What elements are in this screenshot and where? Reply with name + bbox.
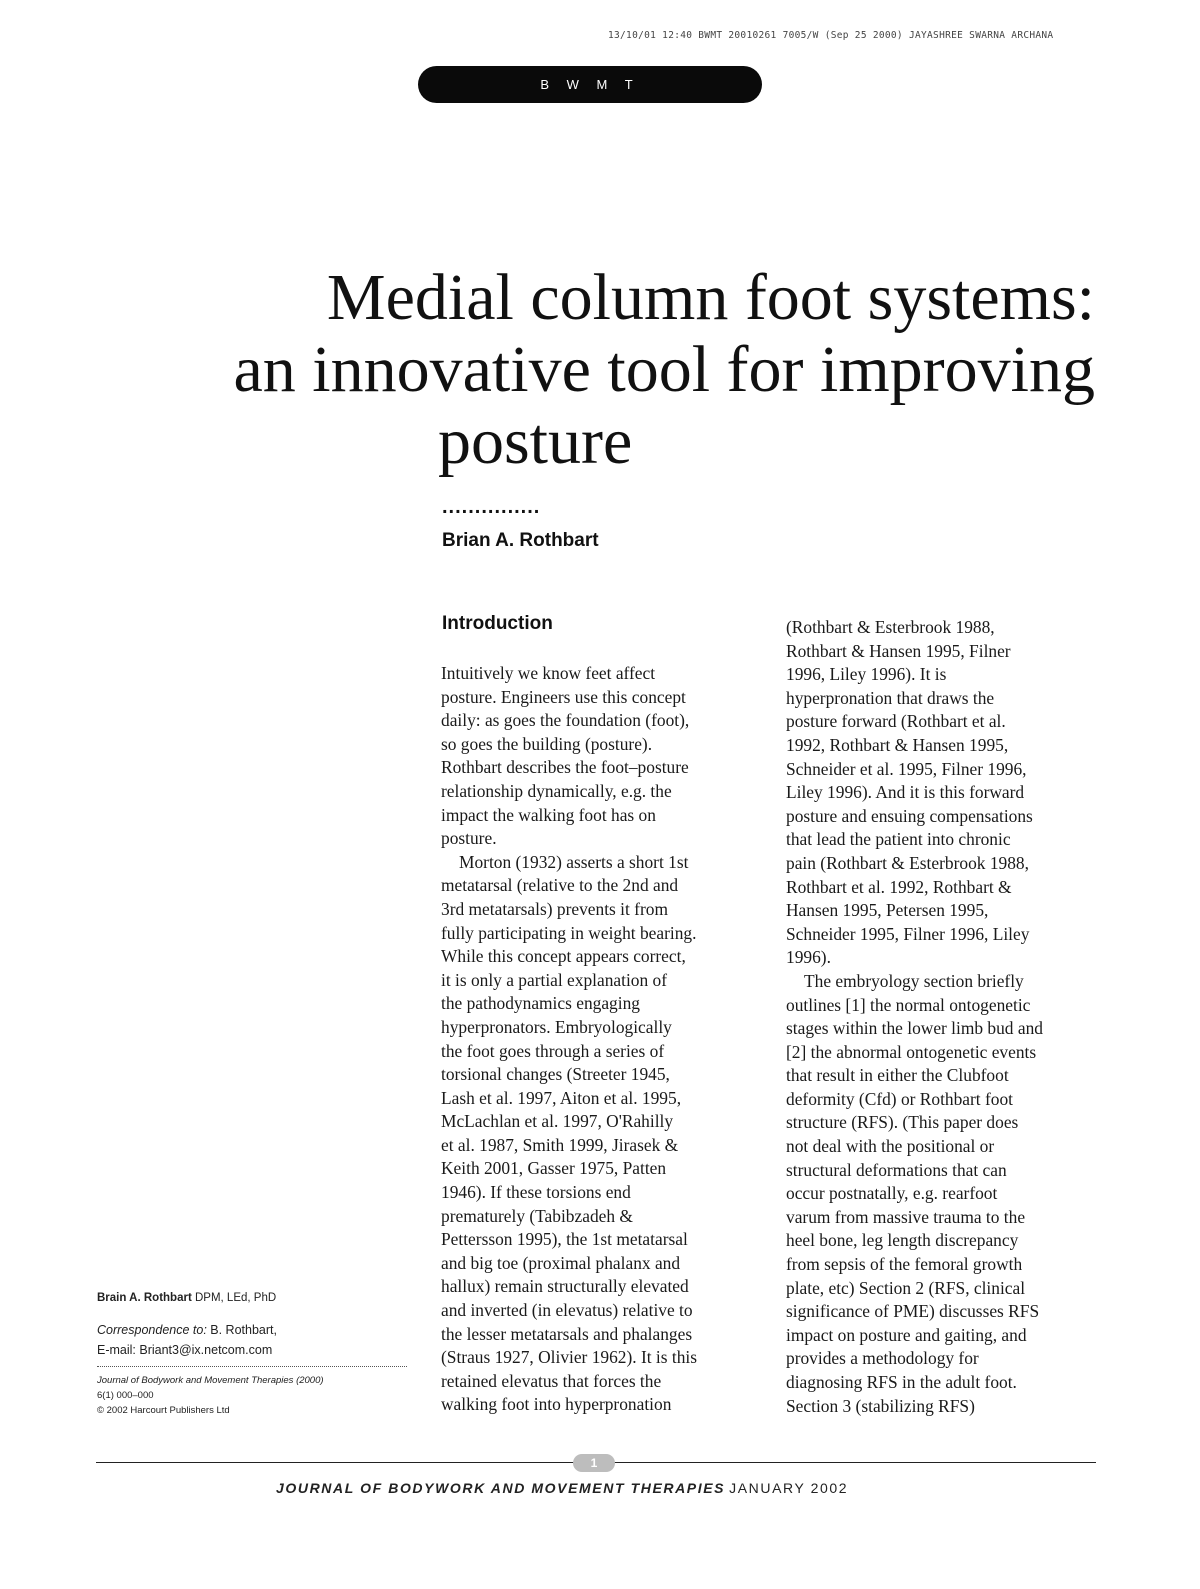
text-line: Section 3 (stabilizing RFS): [786, 1395, 975, 1416]
production-slug: 13/10/01 12:40 BWMT 20010261 7005/W (Sep 25 2000) JAYASHREE SWARNA ARCHANA: [608, 30, 1054, 41]
text-line: fully participating in weight bearing.: [441, 922, 697, 943]
text-line: that result in either the Clubfoot: [786, 1065, 1009, 1086]
title-line: Medial column foot systems:: [326, 261, 1095, 334]
text-line: hyperpronation that draws the: [786, 687, 995, 708]
text-line: and inverted (in elevatus) relative to: [441, 1300, 693, 1321]
text-line: retained elevatus that forces the: [441, 1370, 662, 1391]
text-line: torsional changes (Streeter 1945,: [441, 1064, 670, 1085]
text-line: Schneider 1995, Filner 1996, Liley: [786, 923, 1030, 944]
text-line: occur postnatally, e.g. rearfoot: [786, 1183, 998, 1204]
text-line: posture.: [441, 828, 497, 849]
text-line: (Rothbart & Esterbrook 1988,: [786, 617, 995, 637]
email-link[interactable]: E-mail: Briant3@ix.netcom.com: [97, 1343, 273, 1357]
text-line: [2] the abnormal ontogenetic events: [786, 1041, 1037, 1062]
title-line: posture: [438, 405, 633, 478]
text-line: heel bone, leg length discrepancy: [786, 1230, 1019, 1251]
text-line: Hansen 1995, Petersen 1995,: [786, 900, 989, 921]
author-info-sidebar: [97, 1292, 407, 1418]
text-line: Pettersson 1995), the 1st metatarsal: [441, 1229, 688, 1250]
text-line: 1996).: [786, 947, 831, 968]
text-line: Rothbart & Hansen 1995, Filner: [786, 640, 1011, 661]
text-line: deformity (Cfd) or Rothbart foot: [786, 1088, 1013, 1109]
text-line: outlines [1] the normal ontogenetic: [786, 994, 1031, 1015]
text-line: 3rd metatarsals) prevents it from: [441, 898, 668, 919]
section-heading: Introduction: [442, 613, 553, 634]
correspondence: [97, 1320, 407, 1360]
text-line: While this concept appears correct,: [441, 946, 686, 967]
article-title: [100, 262, 1095, 478]
text-line: not deal with the positional or: [786, 1136, 995, 1157]
text-line: Intuitively we know feet affect: [441, 663, 656, 683]
text-line: Lash et al. 1997, Aiton et al. 1995,: [441, 1087, 682, 1108]
text-line: et al. 1987, Smith 1999, Jirasek &: [441, 1134, 679, 1155]
text-line: 1996, Liley 1996). It is: [786, 664, 947, 685]
text-line: posture. Engineers use this concept: [441, 686, 686, 707]
text-line: from sepsis of the femoral growth: [786, 1254, 1023, 1275]
text-line: Rothbart describes the foot–posture: [441, 757, 689, 778]
text-line: posture forward (Rothbart et al.: [786, 711, 1006, 732]
sidebar-credentials: DPM, LEd, PhD: [191, 1292, 277, 1304]
text-line: impact on posture and gaiting, and: [786, 1324, 1027, 1345]
text-line: Rothbart et al. 1992, Rothbart &: [786, 876, 1012, 897]
text-line: hyperpronators. Embryologically: [441, 1016, 672, 1037]
running-footer: [276, 1480, 848, 1496]
text-line: relationship dynamically, e.g. the: [441, 780, 672, 801]
paragraph: [441, 662, 761, 851]
text-line: so goes the building (posture).: [441, 733, 653, 754]
text-line: walking foot into hyperpronation: [441, 1394, 672, 1415]
text-line: Liley 1996). And it is this forward: [786, 782, 1025, 803]
text-line: plate, etc) Section 2 (RFS, clinical: [786, 1277, 1026, 1298]
copyright-notice: © 2002 Harcourt Publishers Ltd: [97, 1405, 230, 1416]
text-line: that lead the patient into chronic: [786, 829, 1011, 850]
text-line: prematurely (Tabibzadeh &: [441, 1205, 633, 1226]
journal-title: JOURNAL OF BODYWORK AND MOVEMENT THERAPIES: [276, 1480, 726, 1496]
correspondence-name: B. Rothbart,: [206, 1323, 277, 1337]
sidebar-divider: [97, 1366, 407, 1367]
text-line: the pathodynamics engaging: [441, 993, 640, 1014]
text-line: impact the walking foot has on: [441, 804, 656, 825]
text-line: significance of PME) discusses RFS: [786, 1301, 1040, 1322]
text-line: Morton (1932) asserts a short 1st: [459, 851, 689, 872]
page-number-badge: 1: [573, 1454, 615, 1472]
text-line: structural deformations that can: [786, 1159, 1007, 1180]
section-label-banner: B W M T: [418, 66, 762, 103]
text-line: Schneider et al. 1995, Filner 1996,: [786, 758, 1027, 779]
text-line: and big toe (proximal phalanx and: [441, 1252, 681, 1273]
text-line: posture and ensuing compensations: [786, 805, 1033, 826]
text-line: 1992, Rothbart & Hansen 1995,: [786, 734, 1009, 755]
text-line: varum from massive trauma to the: [786, 1206, 1026, 1227]
text-line: the foot goes through a series of: [441, 1040, 665, 1061]
body-column-left: [441, 662, 761, 1417]
text-line: The embryology section briefly: [804, 970, 1024, 991]
text-line: hallux) remain structurally elevated: [441, 1276, 689, 1297]
citation-info: [97, 1373, 407, 1418]
text-line: (Straus 1927, Olivier 1962). It is this: [441, 1347, 698, 1368]
issue-date: JANUARY 2002: [729, 1480, 849, 1496]
text-line: Keith 2001, Gasser 1975, Patten: [441, 1158, 667, 1179]
text-line: stages within the lower limb bud and: [786, 1018, 1043, 1039]
text-line: McLachlan et al. 1997, O'Rahilly: [441, 1111, 674, 1132]
sidebar-author-name: Brain A. Rothbart: [97, 1292, 192, 1304]
text-line: it is only a partial explanation of: [441, 969, 668, 990]
text-line: the lesser metatarsals and phalanges: [441, 1323, 693, 1344]
text-line: 1946). If these torsions end: [441, 1182, 631, 1203]
paragraph: [786, 970, 1096, 1418]
page-range: 6(1) 000–000: [97, 1390, 154, 1401]
body-column-right: [786, 616, 1096, 1418]
paragraph: [441, 851, 761, 1417]
correspondence-label: Correspondence to:: [97, 1323, 207, 1337]
text-line: diagnosing RFS in the adult foot.: [786, 1372, 1017, 1392]
journal-reference: Journal of Bodywork and Movement Therapies (2000): [97, 1375, 324, 1386]
text-line: daily: as goes the foundation (foot),: [441, 710, 690, 731]
sidebar-author: [97, 1292, 407, 1304]
title-line: an innovative tool for improving: [233, 333, 1095, 406]
text-line: structure (RFS). (This paper does: [786, 1112, 1019, 1133]
text-line: metatarsal (relative to the 2nd and: [441, 875, 679, 896]
paragraph: [786, 616, 1096, 970]
text-line: pain (Rothbart & Esterbrook 1988,: [786, 852, 1029, 873]
author-byline: Brian A. Rothbart: [442, 530, 599, 551]
text-line: provides a methodology for: [786, 1348, 979, 1369]
title-separator: ...............: [442, 496, 541, 518]
